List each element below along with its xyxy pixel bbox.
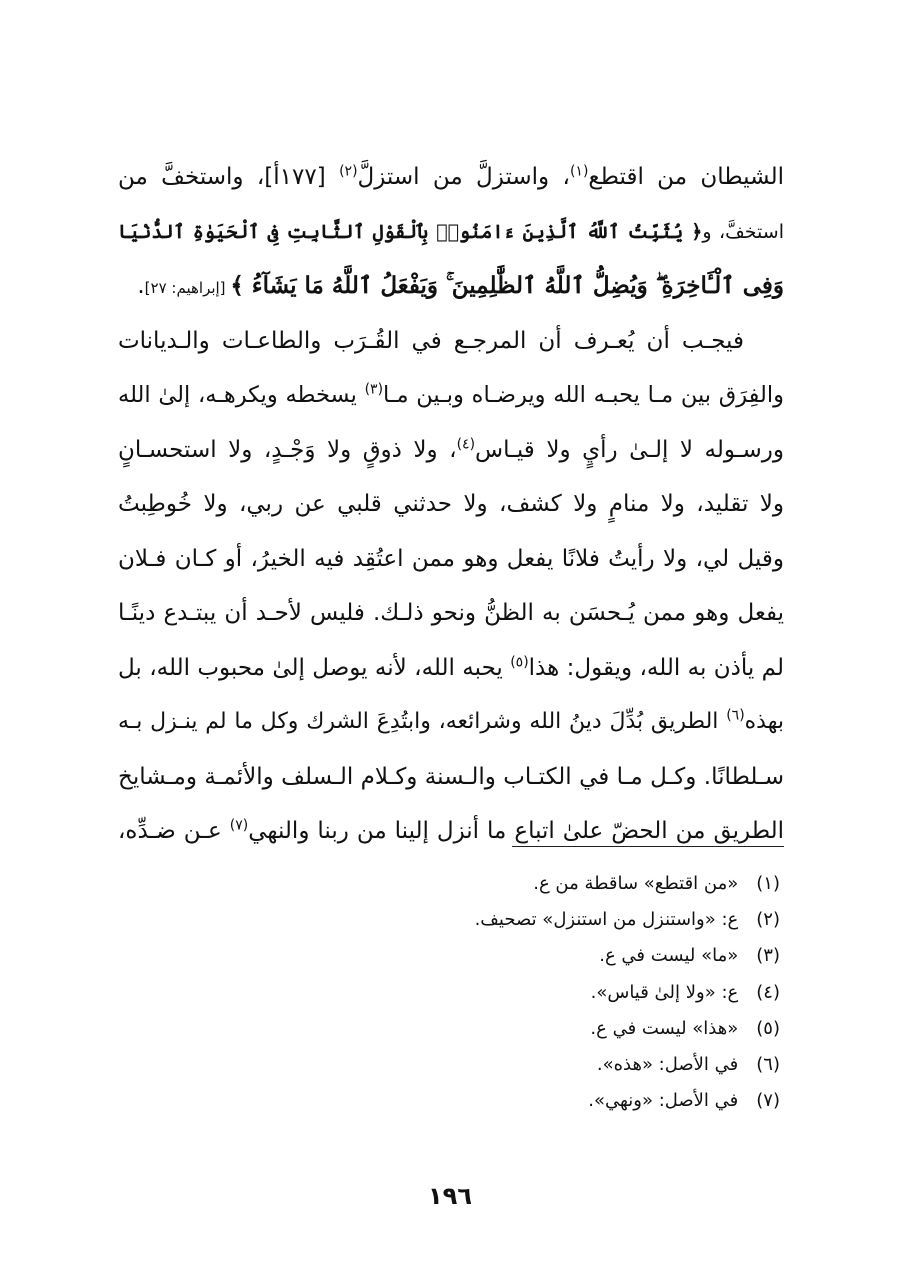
footnote-item bbox=[380, 1011, 780, 1047]
footnotes bbox=[380, 866, 780, 1119]
text-run: . bbox=[137, 273, 145, 299]
text-run: عـن ضـدِّه، bbox=[118, 818, 230, 844]
text-line bbox=[118, 368, 784, 423]
footnote-number: (٦) bbox=[756, 1053, 780, 1075]
footnote-text: ع: «ولا إلىٰ قياس». bbox=[590, 981, 739, 1003]
footnote-item bbox=[380, 902, 780, 938]
quran-verse: وَفِى ٱلْـَٔاخِرَةِ ۖ وَيُضِلُّ ٱللَّهُ ٱلظَّٰلِمِينَ ۚ وَيَفْعَلُ ٱللَّهُ مَا يَشَآءُ ﴾ bbox=[230, 272, 784, 299]
text-run: ورسـوله لا إلـىٰ رأيٍ ولا قيـاس bbox=[475, 436, 784, 463]
footnote-marker[interactable]: (٣) bbox=[364, 381, 384, 398]
text-run: الطريق من الحضّ علىٰ اتباع ما أنزل إلينا من ربنا والنهي bbox=[248, 818, 784, 844]
footnote-separator bbox=[512, 846, 784, 847]
text-line: فيجـب أن يُعـرف أن المرجـع في القُـرَب والطاعـات والـديانات bbox=[118, 327, 744, 354]
text-line: ولا تقليد، ولا منامٍ ولا كشف، ولا حدثني قلبي عن ربي، ولا خُوطِبتُ bbox=[118, 491, 784, 517]
text-run: ، ولا ذوقٍ ولا وَجْـدٍ، ولا استحسـانٍ bbox=[118, 436, 457, 463]
text-run: ، واستزلَّ من استزلَّ bbox=[357, 164, 570, 190]
text-run: يحبه الله، لأنه يوصل إلىٰ محبوب الله، بل bbox=[118, 654, 511, 681]
text-run: بهذه bbox=[744, 709, 784, 734]
footnote-marker[interactable]: (٢) bbox=[339, 163, 358, 180]
footnote-marker[interactable]: (٧) bbox=[229, 817, 249, 834]
footnote-number: (٤) bbox=[756, 981, 780, 1003]
text-run: والفِرَق بين مـا يحبـه الله ويرضـاه وبـين مـا bbox=[383, 382, 785, 408]
text-run: لم يأذن به الله، ويقول: هذا bbox=[528, 654, 784, 681]
footnote-item bbox=[380, 975, 780, 1011]
footnote-item bbox=[380, 1083, 780, 1119]
footnote-marker[interactable]: (٥) bbox=[510, 653, 529, 670]
text-line: يفعل وهو ممن يُـحسَن به الظنُّ ونحو ذلـك. فليس لأحـد أن يبتـدع دينًـا bbox=[118, 600, 784, 626]
text-run: الطريق بُدِّلَ دينُ الله وشرائعه، وابتُدِعَ الشرك وكل ما لم ينـزل بـه bbox=[118, 709, 727, 734]
text-line bbox=[118, 641, 784, 696]
text-line bbox=[118, 150, 784, 205]
footnote-number: (٥) bbox=[756, 1017, 780, 1039]
text-line bbox=[118, 695, 784, 750]
text-line bbox=[118, 804, 784, 859]
footnote-marker[interactable]: (٦) bbox=[726, 707, 745, 724]
text-run: استخفَّ، و bbox=[702, 220, 784, 243]
footnote-text: «من اقتطع» ساقطة من ع. bbox=[533, 873, 739, 894]
footnote-item bbox=[380, 866, 780, 902]
footnote-text: في الأصل: «هذه». bbox=[596, 1053, 739, 1075]
main-text bbox=[118, 150, 784, 859]
text-line: سـلطانًا. وكـل مـا في الكتـاب والـسنة وكـلام الـسلف والأئمـة ومـشايخ bbox=[118, 763, 784, 790]
footnote-number: (٢) bbox=[756, 909, 780, 931]
text-run: [١٧٧أ]، واستخفَّ من bbox=[118, 164, 340, 190]
footnote-number: (٧) bbox=[756, 1090, 780, 1112]
page-number: ١٩٦ bbox=[428, 1182, 472, 1210]
text-run: الشيطان من اقتطع bbox=[588, 164, 784, 190]
footnote-text: ع: «واستنزل من استنزل» تصحيف. bbox=[474, 909, 739, 931]
footnote-marker[interactable]: (١) bbox=[569, 163, 589, 180]
footnote-marker[interactable]: (٤) bbox=[456, 435, 476, 452]
footnote-item bbox=[380, 938, 780, 974]
footnote-text: «ما» ليست في ع. bbox=[599, 945, 739, 967]
verse-reference: [إبراهيم: ٢٧] bbox=[144, 279, 231, 297]
footnote-text: في الأصل: «ونهي». bbox=[588, 1090, 739, 1112]
footnote-item bbox=[380, 1047, 780, 1083]
footnote-text: «هذا» ليست في ع. bbox=[590, 1017, 739, 1039]
quran-verse: ﴿ يُثَبِّتُ ٱللَّهُ ٱلَّذِينَ ءَامَنُوا۟ بِٱلْقَوْلِ ٱلثَّابِتِ فِى ٱلْحَيَوٰةِ ٱلدُّنْيَا bbox=[118, 220, 703, 243]
text-line bbox=[118, 205, 784, 260]
text-line bbox=[118, 259, 784, 314]
footnote-number: (١) bbox=[756, 873, 780, 894]
text-line bbox=[118, 423, 784, 478]
text-run: يسخطه ويكرهـه، إلىٰ الله bbox=[118, 382, 365, 408]
text-line: وقيل لي، ولا رأيتُ فلانًا يفعل وهو ممن اعتُقِد فيه الخيرُ، أو كـان فـلان bbox=[118, 545, 784, 572]
footnote-number: (٣) bbox=[756, 945, 780, 967]
